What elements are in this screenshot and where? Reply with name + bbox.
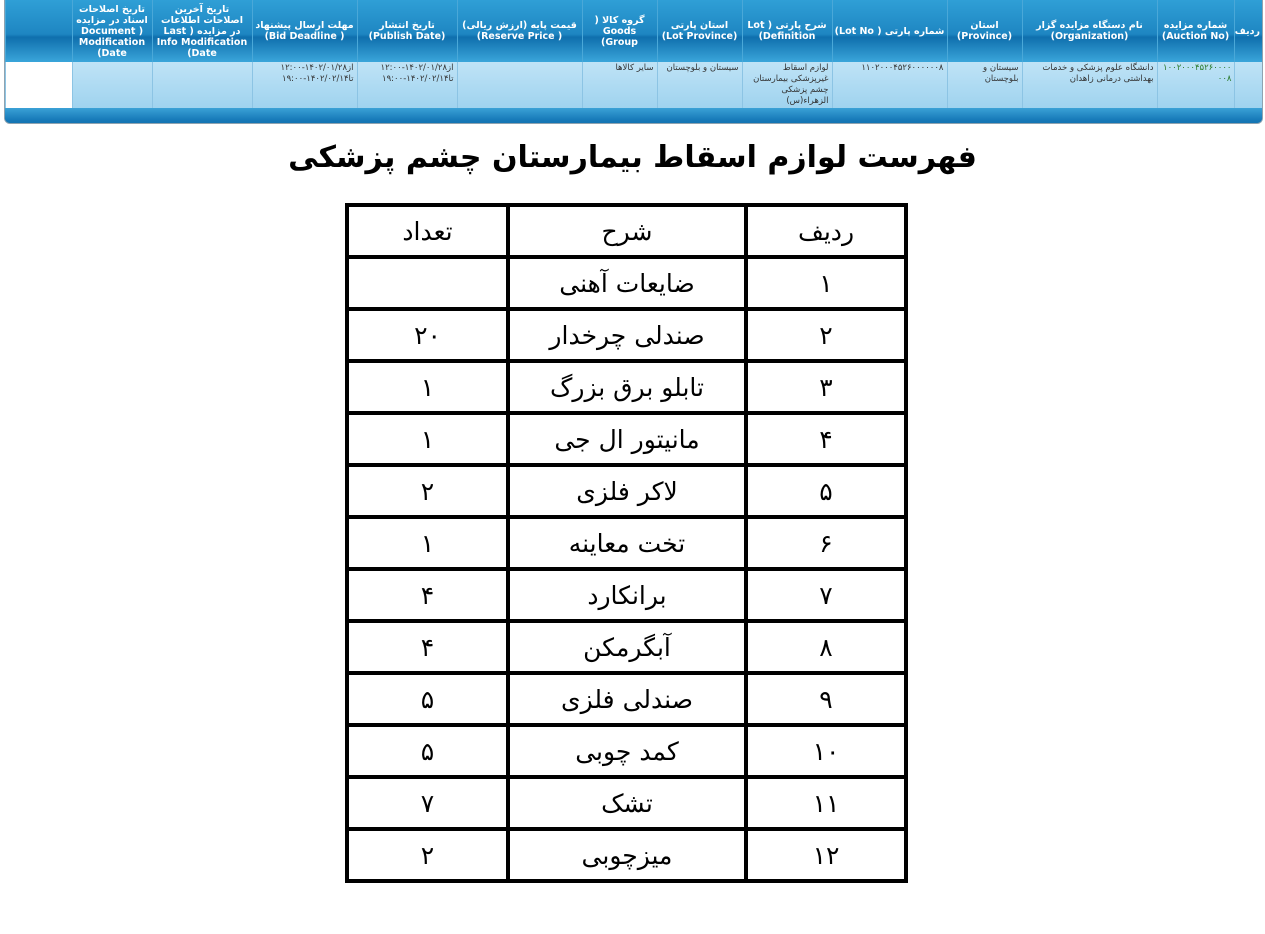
cell-tedad: ۱ — [347, 413, 508, 465]
header-tedad: تعداد — [347, 205, 508, 257]
table-row — [347, 829, 906, 881]
cell-empty — [6, 62, 73, 108]
cell-radif: ۲ — [746, 309, 906, 361]
auction-header-row — [6, 0, 1263, 62]
panel-footer — [5, 108, 1262, 124]
header-organization: نام دستگاه مزایده گزار (Organization) — [1022, 0, 1157, 62]
cell-radif: ۵ — [746, 465, 906, 517]
cell-province: سیستان و بلوچستان — [947, 62, 1022, 108]
table-row — [347, 621, 906, 673]
cell-radif: ۹ — [746, 673, 906, 725]
table-row — [347, 465, 906, 517]
header-lot-no: شماره پارتی ( Lot No) — [832, 0, 947, 62]
table-row — [347, 777, 906, 829]
table-row — [347, 673, 906, 725]
header-radif: ردیف — [746, 205, 906, 257]
cell-sharh: ضایعات آهنی — [508, 257, 746, 309]
cell-tedad: ۷ — [347, 777, 508, 829]
header-bid-deadline: مهلت ارسال پیشنهاد ( Bid Deadline) — [252, 0, 357, 62]
header-radif: ردیف — [1234, 0, 1262, 62]
cell-goods-group: سایر کالاها — [582, 62, 657, 108]
cell-tedad: ۵ — [347, 725, 508, 777]
cell-organization: دانشگاه علوم پزشکی و خدمات بهداشتی درمانی زاهدان — [1022, 62, 1157, 108]
cell-lot-no: ۱۱۰۲۰۰۰۴۵۲۶۰۰۰۰۰۰۸ — [832, 62, 947, 108]
header-goods-group: گروه کالا ( Goods Group) — [582, 0, 657, 62]
auction-info-panel — [4, 0, 1263, 124]
cell-radif: ۱۲ — [746, 829, 906, 881]
cell-tedad: ۲ — [347, 465, 508, 517]
cell-tedad: ۲۰ — [347, 309, 508, 361]
cell-radif: ۷ — [746, 569, 906, 621]
header-doc-mod: تاریخ اصلاحات اسناد در مزایده ( Document Modification Date) — [72, 0, 152, 62]
cell-tedad: ۴ — [347, 569, 508, 621]
items-header-row — [347, 205, 906, 257]
cell-sharh: صندلی چرخدار — [508, 309, 746, 361]
cell-sharh: تابلو برق بزرگ — [508, 361, 746, 413]
cell-radif: ۸ — [746, 621, 906, 673]
cell-sharh: تخت معاینه — [508, 517, 746, 569]
cell-reserve-price — [457, 62, 582, 108]
cell-sharh: کمد چوبی — [508, 725, 746, 777]
table-row — [347, 413, 906, 465]
header-publish-date: تاریخ انتشار (Publish Date) — [357, 0, 457, 62]
cell-doc-mod — [72, 62, 152, 108]
table-row — [347, 725, 906, 777]
header-province: استان (Province) — [947, 0, 1022, 62]
cell-sharh: برانکارد — [508, 569, 746, 621]
header-last-info-mod: تاریخ آخرین اصلاحات اطلاعات در مزایده ( Last Info Modification Date) — [152, 0, 252, 62]
cell-tedad: ۱ — [347, 361, 508, 413]
cell-sharh: تشک — [508, 777, 746, 829]
cell-last-info-mod — [152, 62, 252, 108]
cell-radif: ۱ — [746, 257, 906, 309]
cell-sharh: میزچوبی — [508, 829, 746, 881]
cell-publish-date: از۱۴۰۲/۰۱/۲۸-۱۲:۰۰ تا۱۴۰۲/۰۲/۱۴-۱۹:۰۰ — [357, 62, 457, 108]
auction-table — [5, 0, 1262, 108]
cell-radif: ۴ — [746, 413, 906, 465]
header-auction-no: شماره مزایده (Auction No) — [1157, 0, 1234, 62]
cell-bid-deadline: از۱۴۰۲/۰۱/۲۸-۱۲:۰۰ تا۱۴۰۲/۰۲/۱۴-۱۹:۰۰ — [252, 62, 357, 108]
cell-tedad: ۱ — [347, 517, 508, 569]
cell-tedad: ۵ — [347, 673, 508, 725]
page-title: فهرست لوازم اسقاط بیمارستان چشم پزشکی — [288, 140, 977, 175]
header-reserve-price: قیمت پایه (ارزش ریالی) ( Reserve Price) — [457, 0, 582, 62]
cell-radif — [1234, 62, 1262, 108]
table-row — [347, 517, 906, 569]
table-row[interactable] — [6, 62, 1263, 108]
cell-auction-no[interactable]: ۱۰۰۲۰۰۰۴۵۲۶۰۰۰۰۰۰۸ — [1157, 62, 1234, 108]
cell-lot-province: سیستان و بلوچستان — [657, 62, 742, 108]
header-lot-definition: شرح پارتی ( Lot Definition) — [742, 0, 832, 62]
cell-radif: ۶ — [746, 517, 906, 569]
table-row — [347, 569, 906, 621]
cell-tedad: ۲ — [347, 829, 508, 881]
header-sharh: شرح — [508, 205, 746, 257]
cell-sharh: لاکر فلزی — [508, 465, 746, 517]
cell-radif: ۱۰ — [746, 725, 906, 777]
cell-sharh: صندلی فلزی — [508, 673, 746, 725]
cell-tedad — [347, 257, 508, 309]
cell-radif: ۱۱ — [746, 777, 906, 829]
table-row — [347, 309, 906, 361]
cell-lot-definition: لوازم اسقاط غیرپزشکی بیمارستان چشم پزشکی الزهراء(س) — [742, 62, 832, 108]
table-row — [347, 257, 906, 309]
cell-sharh: آبگرمکن — [508, 621, 746, 673]
cell-radif: ۳ — [746, 361, 906, 413]
table-row — [347, 361, 906, 413]
cell-tedad: ۴ — [347, 621, 508, 673]
cell-sharh: مانیتور ال جی — [508, 413, 746, 465]
header-empty — [6, 0, 73, 62]
header-lot-province: استان پارتی (Lot Province) — [657, 0, 742, 62]
items-table — [345, 203, 908, 883]
